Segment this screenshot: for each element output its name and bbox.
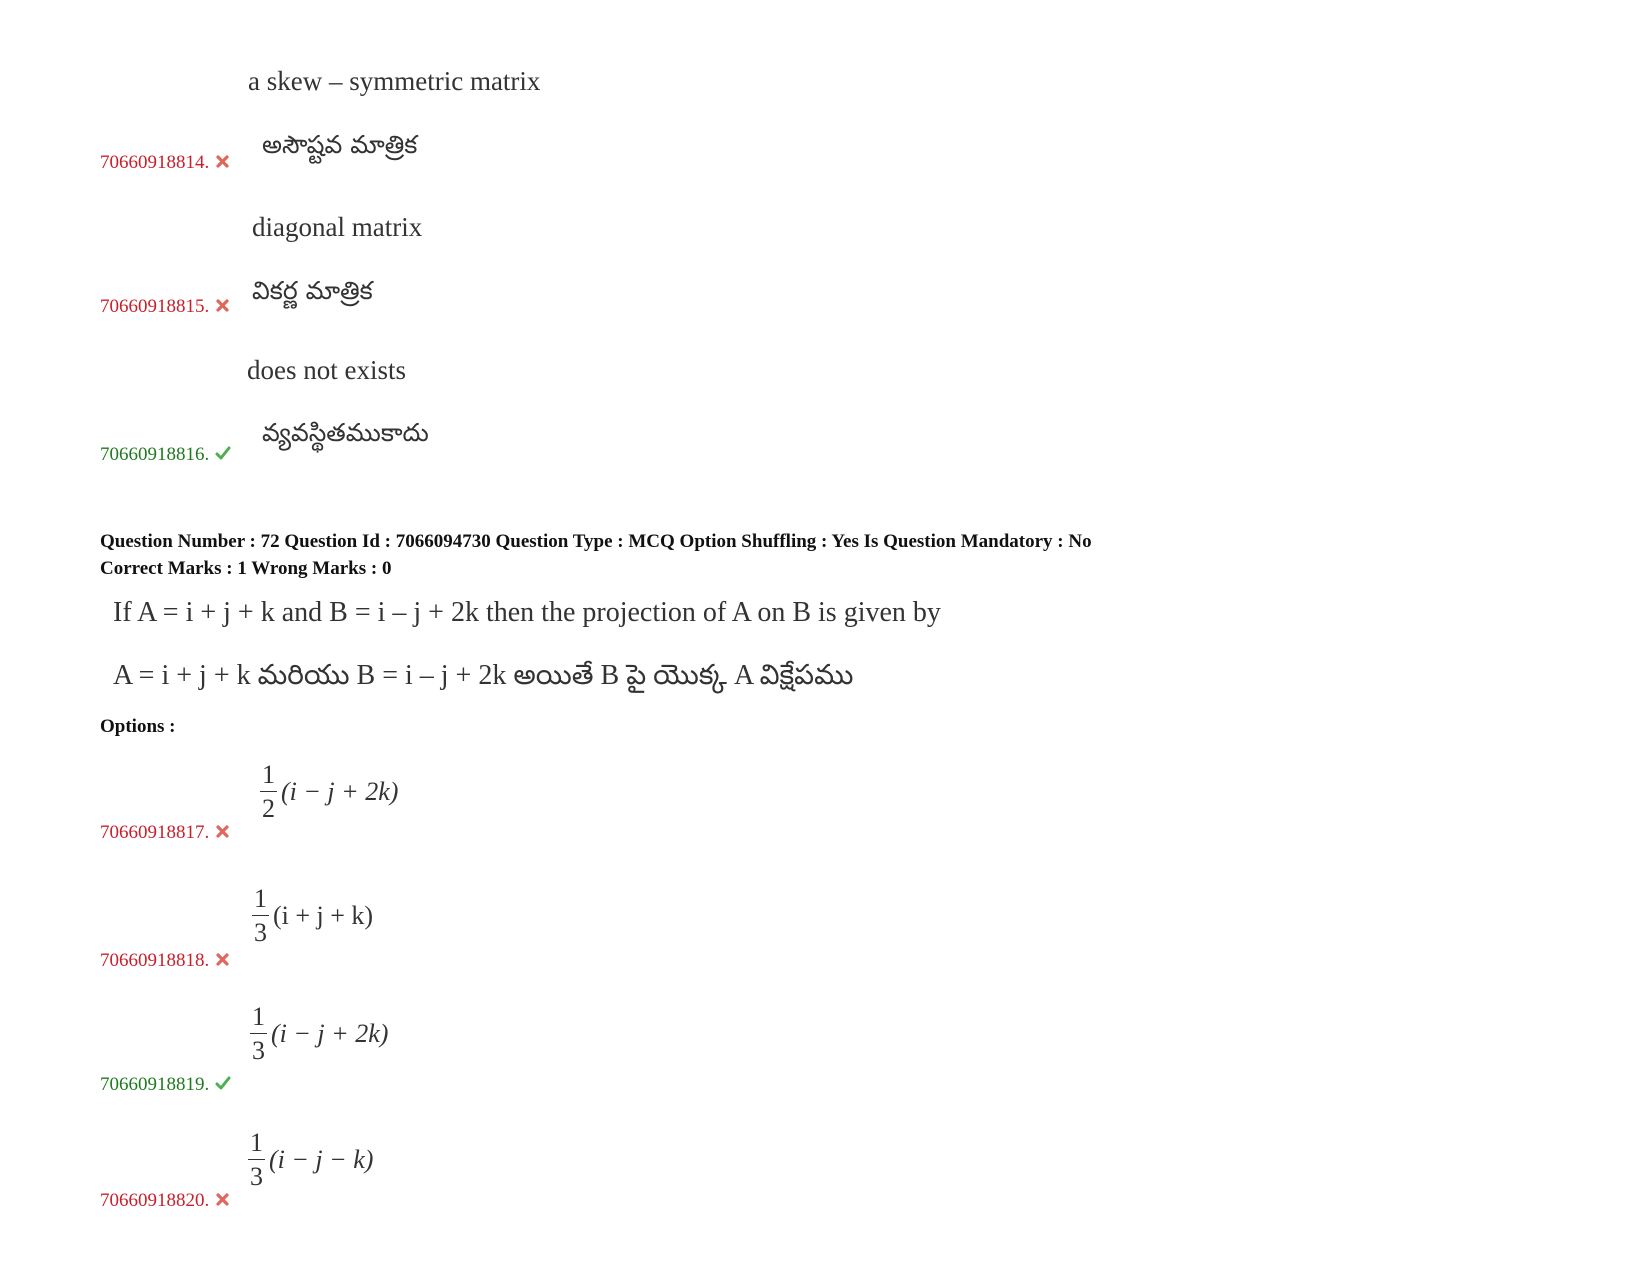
option-text-en: diagonal matrix (252, 212, 423, 242)
option-text-te: వికర్ణ మాత్రిక (252, 276, 373, 305)
fraction (248, 1130, 265, 1190)
cross-icon (215, 153, 231, 169)
check-icon (215, 445, 231, 461)
cross-icon (215, 951, 231, 967)
option-id: 70660918818. (100, 950, 210, 971)
options-label: Options : (100, 716, 176, 737)
fraction-denominator: 2 (262, 794, 275, 823)
fraction (260, 762, 277, 822)
option-formula (252, 886, 373, 946)
fraction-numerator: 1 (250, 1004, 267, 1034)
option-text-te: అసౌష్టవ మాత్రిక (262, 130, 418, 159)
option-text-en: does not exists (247, 355, 406, 385)
option-expression: (i − j + 2k) (281, 777, 399, 806)
option-id: 70660918814. (100, 152, 210, 173)
option-text-en: a skew – symmetric matrix (248, 66, 541, 96)
cross-icon (215, 1191, 231, 1207)
option-expression: (i + j + k) (273, 901, 374, 930)
option-id: 70660918815. (100, 296, 210, 317)
fraction-denominator: 3 (252, 1036, 265, 1065)
option-id-row (100, 1074, 231, 1096)
option-id-row (100, 296, 231, 318)
option-formula (260, 762, 398, 822)
cross-icon (215, 297, 231, 313)
option-id-row (100, 950, 231, 972)
option-expression: (i − j − k) (269, 1145, 374, 1174)
question-stem-en: If A = i + j + k and B = i – j + 2k then the projection of A on B is given by (113, 597, 941, 628)
fraction-numerator: 1 (252, 886, 269, 916)
option-id-row (100, 152, 231, 174)
fraction-numerator: 1 (248, 1130, 265, 1160)
option-id-row (100, 822, 231, 844)
check-icon (215, 1075, 231, 1091)
option-formula (250, 1004, 388, 1064)
cross-icon (215, 823, 231, 839)
option-id-row (100, 1190, 231, 1212)
option-expression: (i − j + 2k) (271, 1019, 389, 1048)
option-id: 70660918820. (100, 1190, 210, 1211)
fraction-numerator: 1 (260, 762, 277, 792)
option-formula (248, 1130, 373, 1190)
option-id: 70660918817. (100, 822, 210, 843)
question-meta: Question Number : 72 Question Id : 7066094730 Question Type : MCQ Option Shuffling : Yes Is Question Mandatory : No (100, 531, 1092, 552)
option-id-row (100, 444, 231, 466)
option-text-te: వ్యవస్థితముకాదు (262, 418, 429, 447)
question-marks: Correct Marks : 1 Wrong Marks : 0 (100, 558, 392, 579)
fraction-denominator: 3 (250, 1162, 263, 1191)
fraction-denominator: 3 (254, 918, 267, 947)
question-stem-te: A = i + j + k మరియు B = i – j + 2k అయితే B పై యొక్క A విక్షేపము (113, 660, 854, 691)
fraction (252, 886, 269, 946)
option-id: 70660918816. (100, 444, 210, 465)
fraction (250, 1004, 267, 1064)
option-id: 70660918819. (100, 1074, 210, 1095)
